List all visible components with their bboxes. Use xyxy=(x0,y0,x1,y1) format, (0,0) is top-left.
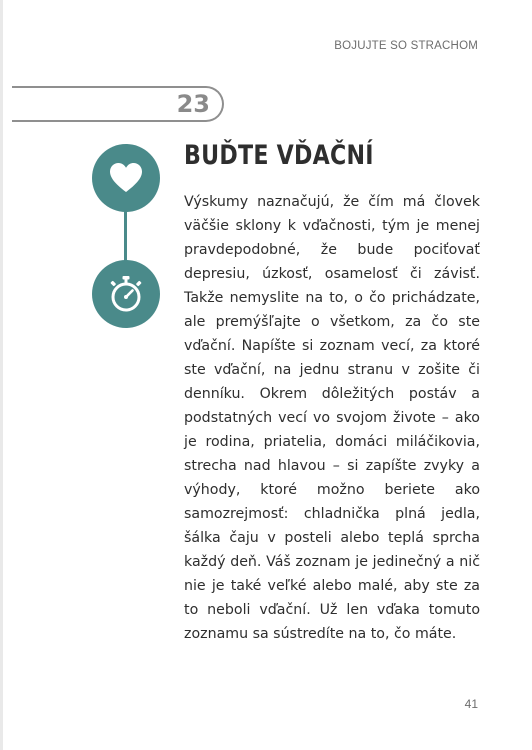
chapter-tab xyxy=(12,86,224,122)
section-title: BUĎTE VĎAČNÍ xyxy=(184,140,374,171)
running-header: BOJUJTE SO STRACHOM xyxy=(334,40,478,52)
body-text: Výskumy naznačujú, že čím má človek väčšie sklony k vďačnosti, tým je menej pravdepodobné, že bude pociťovať depresiu, úzkosť, osamelosť či závisť. Takže nemyslite na to, o čo prichádzate, ale premýšľajte o všetkom, za čo ste vďační. Napíšte si zoznam vecí, za ktoré ste vďační, na jednu stranu v zošite či denníku. Okrem dôležitých postáv a podstatných vecí vo svojom živote – ako je rodina, priatelia, domáci miláčikovia, strecha nad hlavou – si zapíšte zvyky a výhody, ktoré možno beriete ako samozrejmosť: chladnička plná jedla, šálka čaju v posteli alebo teplá sprcha každý deň. Váš zoznam je jedinečný a nič nie je také veľké alebo malé, aby ste za to neboli vďační. Už len vďaka tomuto zoznamu sa sústredíte na to, čo máte. xyxy=(184,194,480,642)
page-edge xyxy=(0,0,3,750)
stopwatch-icon xyxy=(92,260,160,328)
page-number: 41 xyxy=(464,697,478,711)
chapter-number: 23 xyxy=(176,90,210,118)
heart-icon xyxy=(92,144,160,212)
